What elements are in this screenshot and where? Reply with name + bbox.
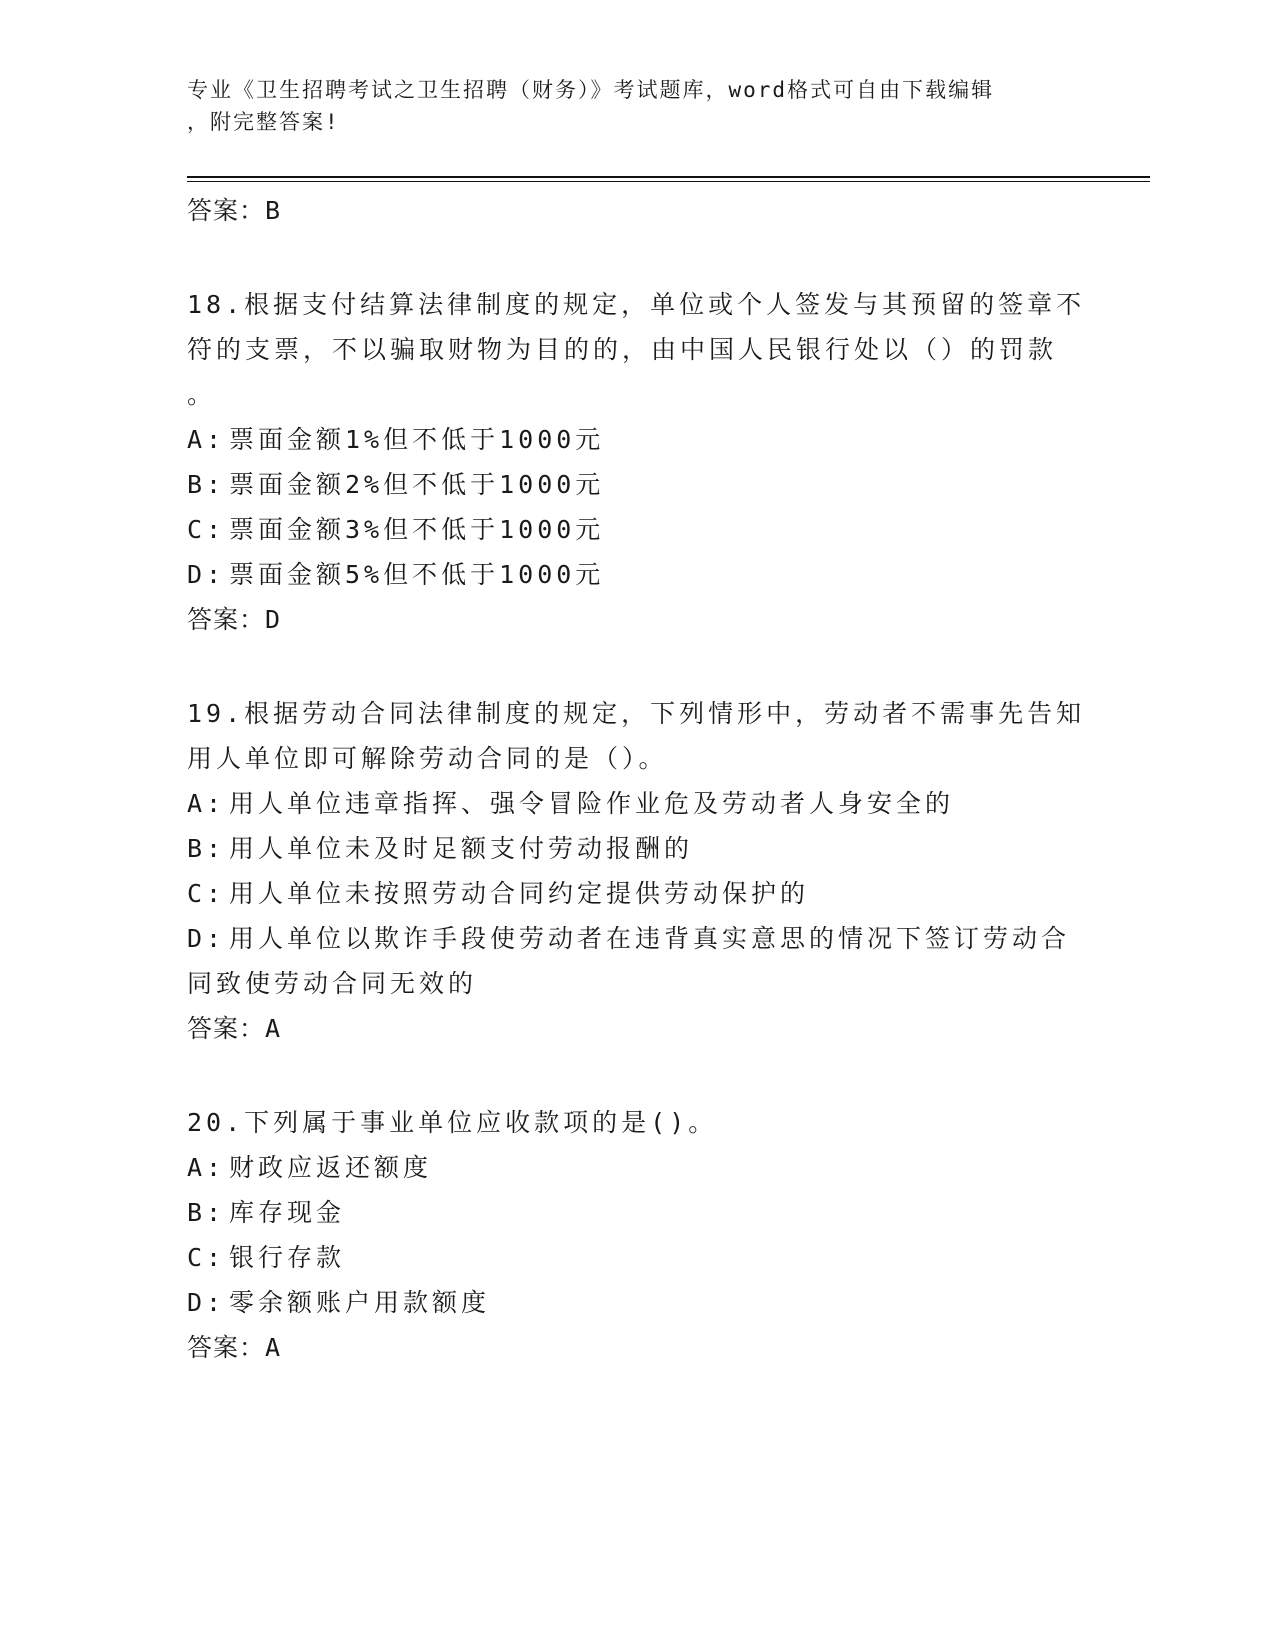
option-text: 用人单位未按照劳动合同约定提供劳动保护的 [229, 879, 810, 908]
option-text: 零余额账户用款额度 [229, 1288, 491, 1317]
option-d [187, 1280, 1087, 1325]
option-text: 库存现金 [229, 1198, 346, 1227]
header-divider-thin [187, 181, 1150, 182]
question-18 [187, 282, 1087, 643]
document-header [187, 74, 1067, 138]
option-key: C: [187, 515, 226, 544]
option-d [187, 916, 1087, 961]
option-text: 票面金额2%但不低于1000元 [229, 470, 605, 499]
option-text: 银行存款 [229, 1243, 346, 1272]
question-20 [187, 1100, 1087, 1371]
question-stem-line: 。 [187, 380, 217, 409]
header-divider-thick [187, 176, 1150, 178]
question-stem-line: 符的支票，不以骗取财物为目的的，由中国人民银行处以（）的罚款 [187, 335, 1058, 364]
question-stem-line: 19.根据劳动合同法律制度的规定，下列情形中，劳动者不需事先告知 [187, 699, 1086, 728]
question-stem-line: 20.下列属于事业单位应收款项的是()。 [187, 1108, 718, 1137]
previous-answer: 答案：B [187, 196, 282, 225]
option-key: D: [187, 560, 226, 589]
spacer [187, 643, 1087, 691]
question-stem-line: 18.根据支付结算法律制度的规定，单位或个人签发与其预留的签章不 [187, 290, 1086, 319]
option-text: 票面金额5%但不低于1000元 [229, 560, 605, 589]
option-key: B: [187, 1198, 226, 1227]
answer-label: 答案：A [187, 1014, 282, 1043]
option-key: B: [187, 470, 226, 499]
option-b [187, 462, 1087, 507]
option-a [187, 1145, 1087, 1190]
spacer [187, 1052, 1087, 1100]
option-c [187, 871, 1087, 916]
option-text: 票面金额1%但不低于1000元 [229, 425, 605, 454]
option-text: 财政应返还额度 [229, 1153, 433, 1182]
option-a [187, 781, 1087, 826]
option-b [187, 826, 1087, 871]
option-text: 用人单位未及时足额支付劳动报酬的 [229, 834, 694, 863]
option-a [187, 417, 1087, 462]
option-c [187, 507, 1087, 552]
option-key: A: [187, 425, 226, 454]
option-text: 票面金额3%但不低于1000元 [229, 515, 605, 544]
spacer [187, 234, 1087, 282]
question-19 [187, 691, 1087, 1052]
option-key: B: [187, 834, 226, 863]
option-key: C: [187, 1243, 226, 1272]
answer-label: 答案：D [187, 605, 282, 634]
option-key: A: [187, 1153, 226, 1182]
option-key: A: [187, 789, 226, 818]
header-line-2: ，附完整答案! [187, 110, 340, 134]
option-text: 用人单位违章指挥、强令冒险作业危及劳动者人身安全的 [229, 789, 955, 818]
question-stem-line: 用人单位即可解除劳动合同的是（）。 [187, 744, 668, 773]
option-b [187, 1190, 1087, 1235]
option-d [187, 552, 1087, 597]
question-list [187, 188, 1087, 1371]
option-key: D: [187, 924, 226, 953]
option-c [187, 1235, 1087, 1280]
option-key: D: [187, 1288, 226, 1317]
option-continuation: 同致使劳动合同无效的 [187, 969, 478, 998]
header-line-1: 专业《卫生招聘考试之卫生招聘（财务）》考试题库，word格式可自由下载编辑 [187, 78, 995, 102]
option-key: C: [187, 879, 226, 908]
option-text: 用人单位以欺诈手段使劳动者在违背真实意思的情况下签订劳动合 [229, 924, 1071, 953]
answer-label: 答案：A [187, 1333, 282, 1362]
